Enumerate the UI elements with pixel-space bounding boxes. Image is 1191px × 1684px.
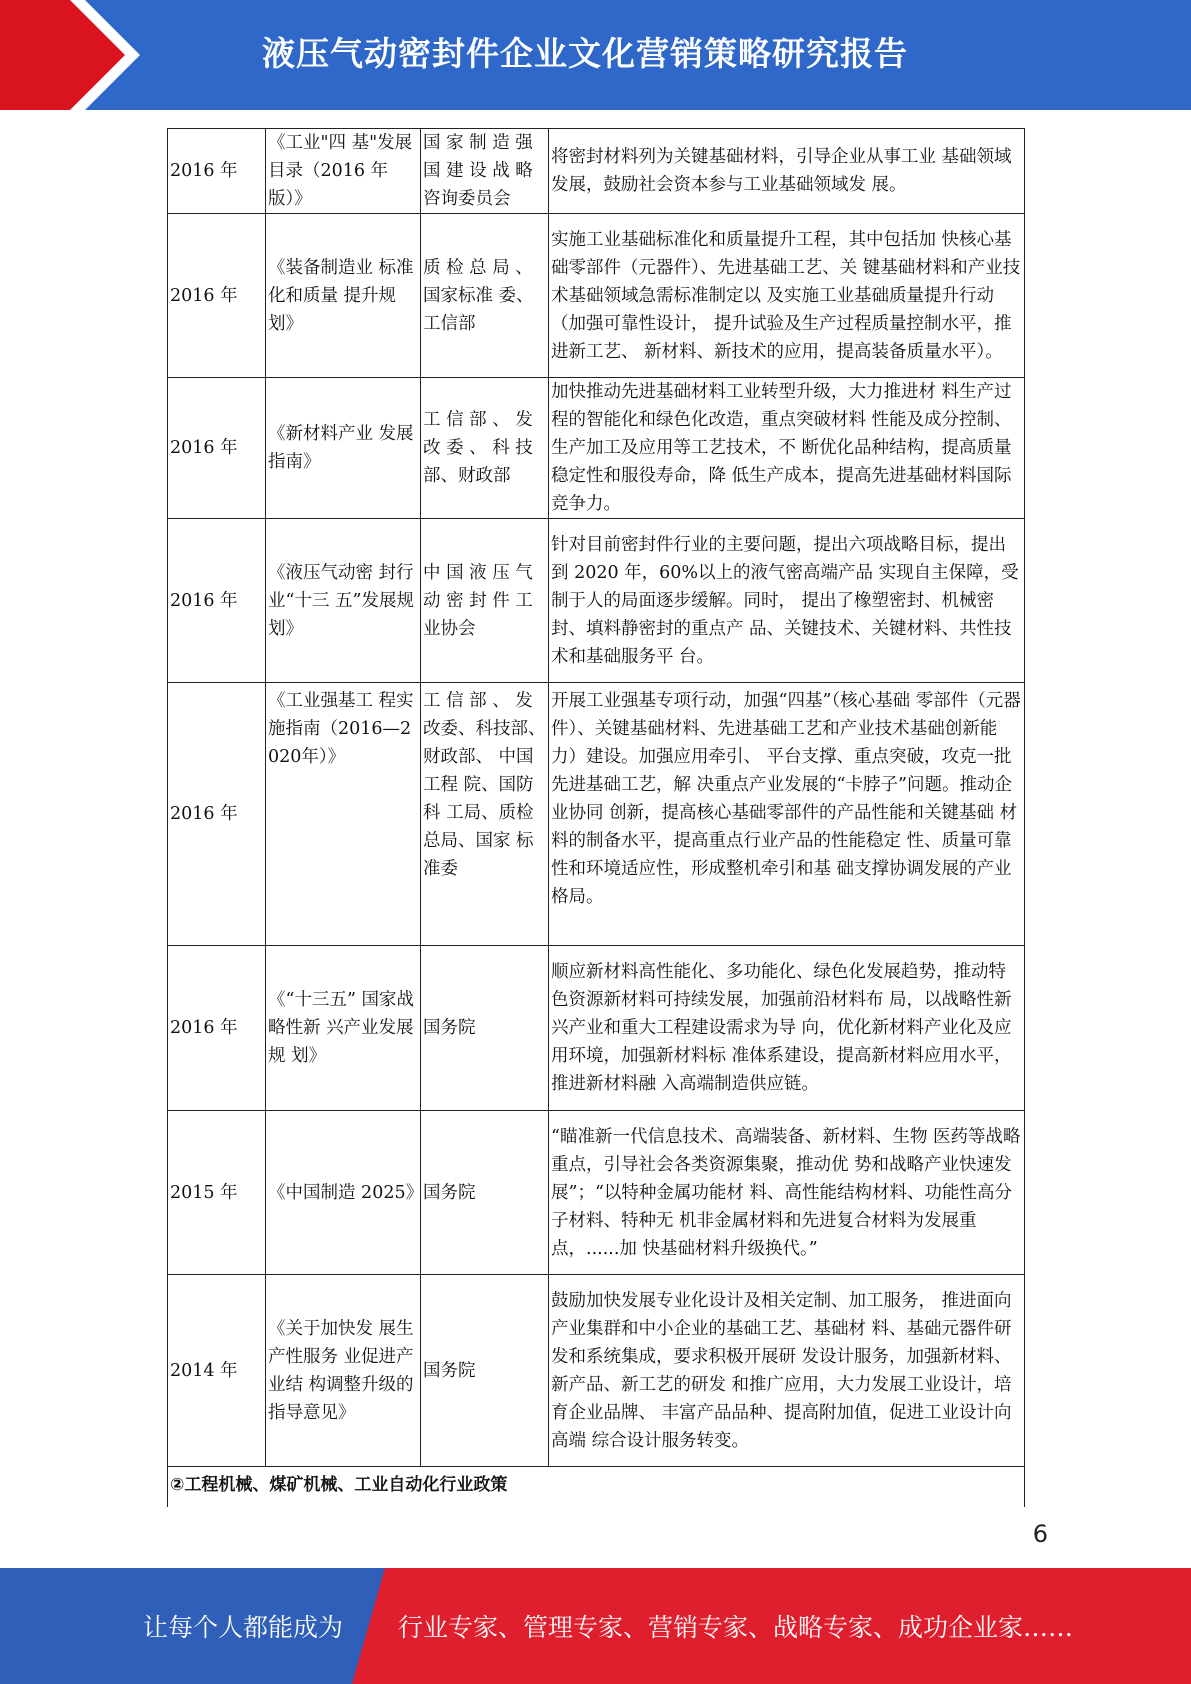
issuer-cell: 工 信 部 、 发 改 委 、 科 技 部、财政部 [421,378,549,519]
table-row [168,1111,1025,1275]
content-cell: 顺应新材料高性能化、多功能化、绿色化发展趋势，推动特色资源新材料可持续发展，加强前沿材料布 局，以战略性新兴产业和重大工程建设需求为导 向，优化新材料产业化及应用环境，加强新材料标 准体系建设，提高新材料应用水平，推进新材料融 入高端制造供应链。 [549,946,1025,1111]
year-cell: 2015 年 [168,1111,266,1275]
issuer-cell: 国务院 [421,1275,549,1467]
section-note: ②工程机械、煤矿机械、工业自动化行业政策 [168,1467,1025,1508]
content-cell: 开展工业强基专项行动，加强“四基”（核心基础 零部件（元器件）、关键基础材料、先进基础工艺和产业技术基础创新能力）建设。加强应用牵引、 平台支撑、重点突破，攻克一批先进基础工艺，解 决重点产业发展的“卡脖子”问题。推动企业协同 创新，提高核心基础零部件的产品性能和关键基础 材料的制备水平，提高重点行业产品的性能稳定 性、质量可靠性和环境适应性，形成整机牵引和基 础支撑协调发展的产业格局。 [549,683,1025,946]
policy-table [167,128,1025,1507]
content-cell: 加快推动先进基础材料工业转型升级，大力推进材 料生产过程的智能化和绿色化改造，重点突破材料 性能及成分控制、生产加工及应用等工艺技术，不 断优化品种结构，提高质量稳定性和服役寿命，降 低生产成本，提高先进基础材料国际竞争力。 [549,378,1025,519]
year-cell: 2016 年 [168,378,266,519]
year-cell: 2016 年 [168,129,266,214]
table-row [168,946,1025,1111]
page-header [0,0,1191,110]
content-cell: 将密封材料列为关键基础材料，引导企业从事工业 基础领域发展，鼓励社会资本参与工业基础领域发 展。 [549,129,1025,214]
page-footer [0,1568,1191,1684]
issuer-cell: 中 国 液 压 气 动 密 封 件 工 业协会 [421,519,549,683]
document-cell: 《“十三五” 国家战略性新 兴产业发展规 划》 [266,946,421,1111]
document-cell: 《工业"四 基"发展目录（2016 年版）》 [266,129,421,214]
header-red-arrow [0,0,150,110]
issuer-cell: 国务院 [421,1111,549,1275]
issuer-cell: 国 家 制 造 强 国 建 设 战 略 咨询委员会 [421,129,549,214]
table-row [168,1275,1025,1467]
year-cell: 2016 年 [168,519,266,683]
footer-slogan-right: 行业专家、管理专家、营销专家、战略专家、成功企业家…… [398,1613,1074,1642]
content-cell: 实施工业基础标准化和质量提升工程，其中包括加 快核心基础零部件（元器件）、先进基础工艺、关 键基础材料和产业技术基础领域急需标准制定以 及实施工业基础质量提升行动（加强可靠性设计， 提升试验及生产过程质量控制水平，推进新工艺、 新材料、新技术的应用，提高装备质量水平）。 [549,214,1025,378]
issuer-cell: 国务院 [421,946,549,1111]
year-cell: 2014 年 [168,1275,266,1467]
document-cell: 《工业强基工 程实施指南（2016—2020年）》 [266,683,421,946]
section-note-row [168,1467,1025,1508]
issuer-cell: 工 信 部 、 发 改委、科技部、 财政部、 中国工程 院、国防科 工局、质检 总局、国家 标准委 [421,683,549,946]
content-cell: “瞄准新一代信息技术、高端装备、新材料、生物 医药等战略重点，引导社会各类资源集聚，推动优 势和战略产业快速发展”；“以特种金属功能材 料、高性能结构材料、功能性高分子材料、特种无 机非金属材料和先进复合材料为发展重点，......加 快基础材料升级换代。” [549,1111,1025,1275]
year-cell: 2016 年 [168,683,266,946]
footer-slogan-left: 让每个人都能成为 [143,1613,344,1642]
document-cell: 《中国制造 2025》 [266,1111,421,1275]
content-cell: 鼓励加快发展专业化设计及相关定制、加工服务， 推进面向产业集群和中小企业的基础工艺、基础材 料、基础元器件研发和系统集成，要求积极开展研 发设计服务，加强新材料、新产品、新工艺的研发 和推广应用，大力发展工业设计，培育企业品牌、 丰富产品品种、提高附加值，促进工业设计向高端 综合设计服务转变。 [549,1275,1025,1467]
issuer-cell: 质 检 总 局 、 国家标准 委、 工信部 [421,214,549,378]
table-row [168,129,1025,214]
content-cell: 针对目前密封件行业的主要问题，提出六项战略目标，提出到 2020 年，60%以上的液气密高端产品 实现自主保障，受制于人的局面逐步缓解。同时， 提出了橡塑密封、机械密封、填料静密封的重点产 品、关键技术、关键材料、共性技术和基础服务平 台。 [549,519,1025,683]
table-row [168,378,1025,519]
year-cell: 2016 年 [168,946,266,1111]
document-cell: 《新材料产业 发展指南》 [266,378,421,519]
page-number: 6 [1032,1520,1048,1548]
document-cell: 《装备制造业 标准化和质量 提升规划》 [266,214,421,378]
table-row [168,683,1025,946]
document-cell: 《关于加快发 展生产性服务 业促进产业结 构调整升级的 指导意见》 [266,1275,421,1467]
year-cell: 2016 年 [168,214,266,378]
report-title: 液压气动密封件企业文化营销策略研究报告 [262,34,908,73]
table-row [168,519,1025,683]
document-cell: 《液压气动密 封行业“十三 五”发展规 划》 [266,519,421,683]
table-row [168,214,1025,378]
